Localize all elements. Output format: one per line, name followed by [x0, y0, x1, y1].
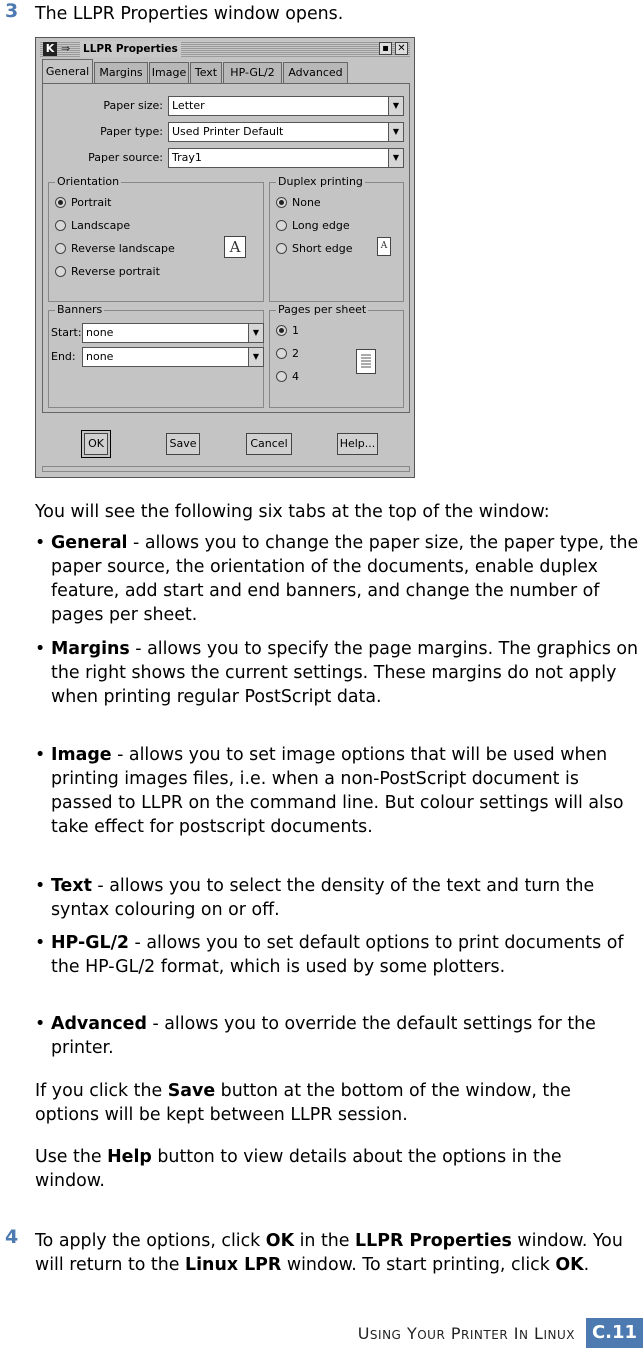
banner-end-select[interactable]: none	[82, 347, 249, 367]
tab-image[interactable]: Image	[149, 62, 189, 83]
radio-dot-icon	[276, 220, 287, 231]
pages-per-sheet-group: Pages per sheet 1 2 4	[269, 310, 404, 408]
bullet-dot-icon: •	[35, 639, 46, 659]
step-4-number: 4	[5, 1226, 19, 1248]
kde-k-icon[interactable]: K	[43, 42, 57, 56]
close-icon[interactable]: ✕	[395, 42, 408, 55]
chevron-down-icon[interactable]: ▼	[388, 148, 404, 168]
paper-type-label: Paper type:	[100, 125, 163, 138]
page-layout-preview-icon	[356, 349, 376, 374]
banners-group	[48, 303, 264, 408]
radio-dot-icon	[276, 348, 287, 359]
bullet-dot-icon: •	[35, 876, 46, 896]
tab-advanced[interactable]: Advanced	[283, 62, 348, 83]
bullet-dot-icon: •	[35, 745, 46, 765]
tab-text[interactable]: Text	[190, 62, 222, 83]
paper-type-select[interactable]: Used Printer Default	[168, 122, 389, 142]
orientation-preview-icon: A	[224, 236, 246, 258]
page-number: C.11	[586, 1318, 643, 1348]
chevron-down-icon[interactable]: ▼	[388, 96, 404, 116]
bullet-dot-icon: •	[35, 1014, 46, 1034]
chevron-down-icon[interactable]: ▼	[248, 323, 264, 343]
radio-dot-icon	[55, 243, 66, 254]
paper-size-label: Paper size:	[103, 99, 163, 112]
pages-per-sheet-title: Pages per sheet	[278, 303, 367, 316]
banner-start-label: Start:	[51, 326, 82, 339]
tab-margins[interactable]: Margins	[94, 62, 148, 83]
radio-dot-icon	[55, 266, 66, 277]
duplex-group: Duplex printing None Long edge Short edge A	[269, 182, 404, 302]
cancel-button[interactable]: Cancel	[246, 433, 292, 455]
chevron-down-icon[interactable]: ▼	[388, 122, 404, 142]
status-bar	[42, 466, 410, 472]
help-button[interactable]: Help...	[337, 433, 378, 455]
minimize-icon[interactable]: ▪	[379, 42, 392, 55]
duplex-title: Duplex printing	[278, 175, 363, 188]
paper-size-select[interactable]: Letter	[168, 96, 389, 116]
title-bar	[40, 41, 410, 57]
tab-hpgl2[interactable]: HP-GL/2	[223, 62, 282, 83]
orientation-group: Orientation Portrait Landscape Reverse landscape Reverse portrait A	[48, 182, 264, 302]
chevron-down-icon[interactable]: ▼	[248, 347, 264, 367]
banner-end-label: End:	[51, 350, 76, 363]
banners-title: Banners	[57, 303, 103, 316]
radio-dot-icon	[55, 220, 66, 231]
footer-section-title: USING YOUR PRINTER IN LINUX	[357, 1324, 575, 1343]
step-4-text: To apply the options, click OK in the LLPR Properties window. You will return to the Linux LPR window. To start printing, click OK.	[35, 1231, 623, 1275]
radio-dot-icon	[276, 197, 287, 208]
step-3-number: 3	[5, 0, 19, 22]
radio-dot-icon	[276, 325, 287, 336]
dialog-title: LLPR Properties	[80, 41, 181, 57]
llpr-properties-dialog	[35, 37, 415, 478]
ok-button[interactable]: OK	[84, 433, 108, 455]
paper-source-label: Paper source:	[88, 151, 163, 164]
pin-arrow-icon[interactable]: ⇒	[61, 42, 71, 55]
save-button[interactable]: Save	[166, 433, 200, 455]
duplex-preview-icon: A	[377, 237, 391, 256]
save-paragraph: If you click the Save button at the bottom of the window, the options will be kept between LLPR session.	[35, 1081, 571, 1125]
banner-start-select[interactable]: none	[82, 323, 249, 343]
radio-dot-icon	[55, 197, 66, 208]
help-paragraph: Use the Help button to view details about the options in the window.	[35, 1147, 562, 1191]
intro-text: You will see the following six tabs at the top of the window:	[35, 502, 550, 522]
radio-dot-icon	[276, 243, 287, 254]
general-panel	[42, 83, 410, 413]
radio-dot-icon	[276, 371, 287, 382]
orientation-title: Orientation	[57, 175, 120, 188]
paper-source-select[interactable]: Tray1	[168, 148, 389, 168]
tab-general[interactable]: General	[42, 59, 93, 84]
bullet-dot-icon: •	[35, 533, 46, 553]
step-3-text: The LLPR Properties window opens.	[35, 4, 344, 24]
bullet-dot-icon: •	[35, 933, 46, 953]
